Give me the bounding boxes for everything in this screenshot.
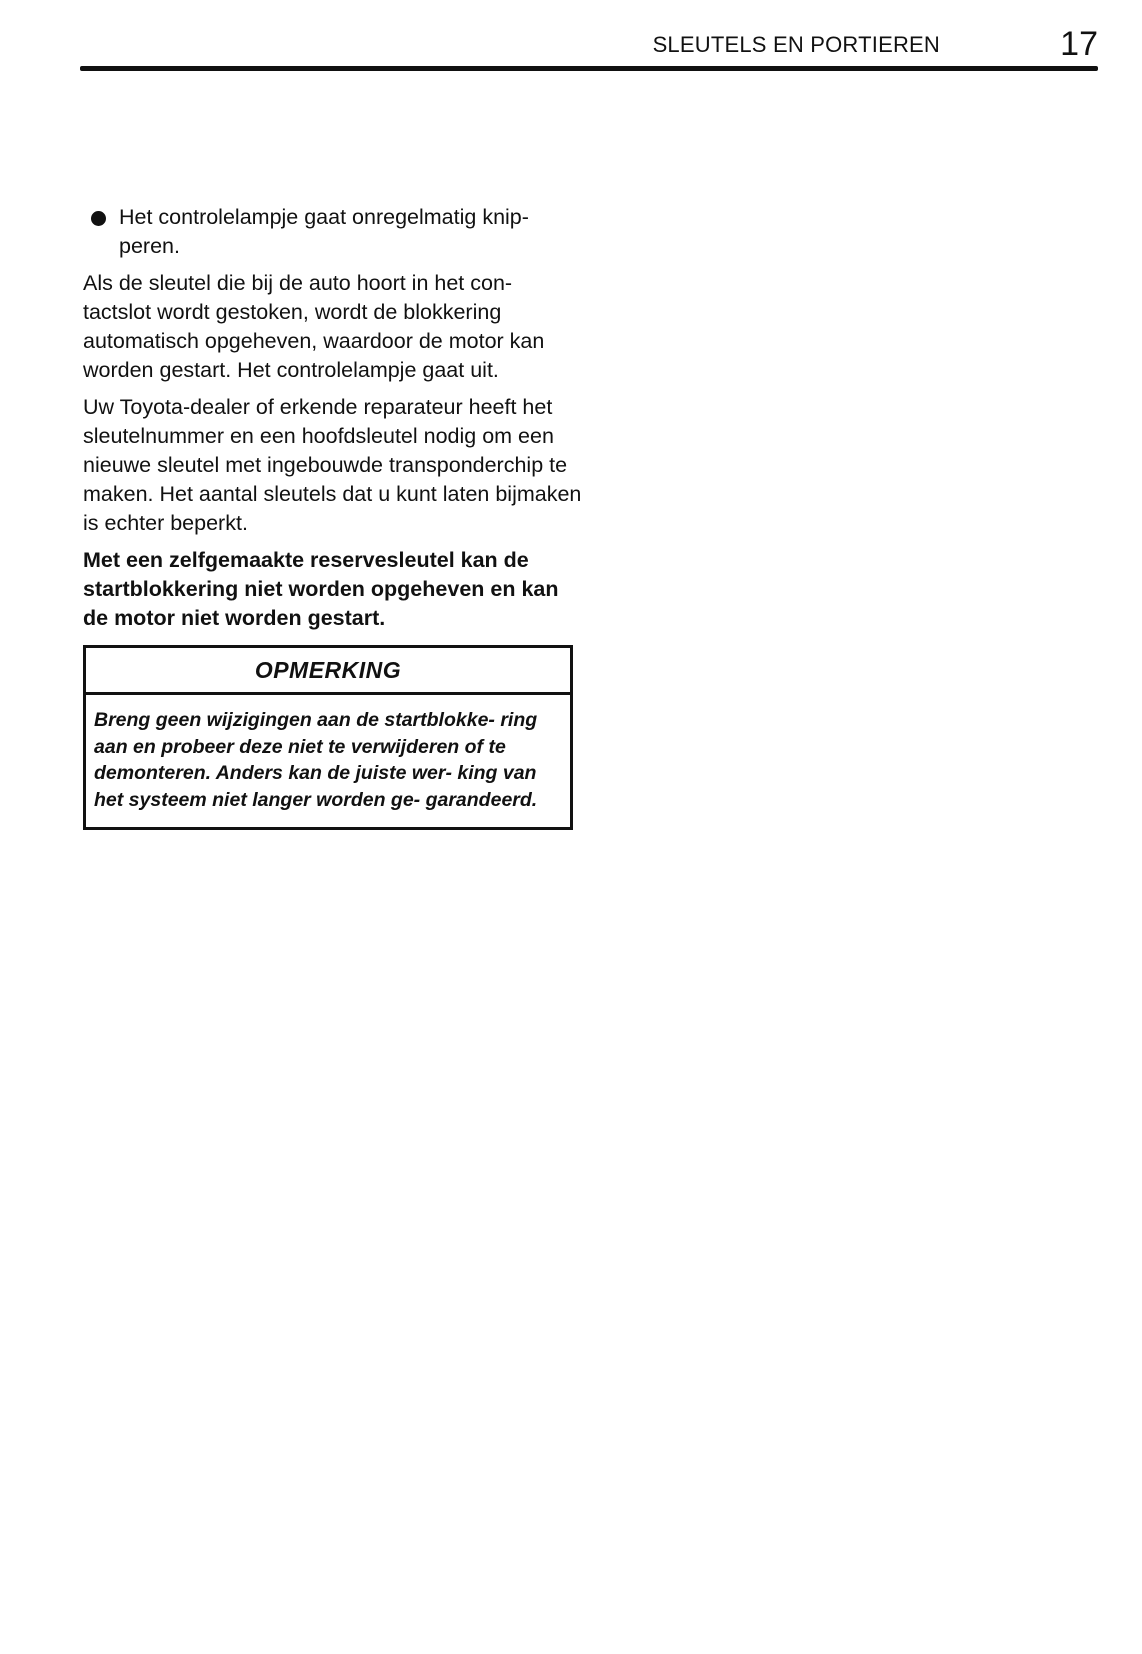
bullet-item [83, 203, 583, 261]
notice-body: Breng geen wijzigingen aan de startblokke- ring aan en probeer deze niet te verwijderen of te demonteren. Anders kan de juiste wer- king van het systeem niet langer worden ge- garandeerd. [94, 709, 538, 811]
notice-heading: OPMERKING [86, 648, 570, 695]
main-column [83, 203, 583, 830]
paragraph-key-recognition: Als de sleutel die bij de auto hoort in het con- tactslot wordt gestoken, wordt de blokkering automatisch opgeheven, waardoor de motor kan worden gestart. Het controlelampje gaat uit. [83, 271, 545, 382]
paragraph-warning-bold: Met een zelfgemaakte reservesleutel kan de startblokkering niet worden opgeheven en kan de motor niet worden gestart. [83, 548, 559, 630]
page-number: 17 [1060, 25, 1098, 63]
section-title: SLEUTELS EN PORTIEREN [652, 32, 940, 57]
paragraph-dealer-info: Uw Toyota-dealer of erkende reparateur heeft het sleutelnummer en een hoofdsleutel nodig om een nieuwe sleutel met ingebouwde transponderchip te maken. Het aantal sleutels dat u kunt laten bijmaken is echter beperkt. [83, 395, 582, 535]
header-rule [80, 66, 1098, 71]
bullet-text: Het controlelampje gaat onregelmatig knip- peren. [119, 205, 529, 258]
bullet-icon [91, 211, 106, 226]
notice-box [83, 645, 573, 830]
